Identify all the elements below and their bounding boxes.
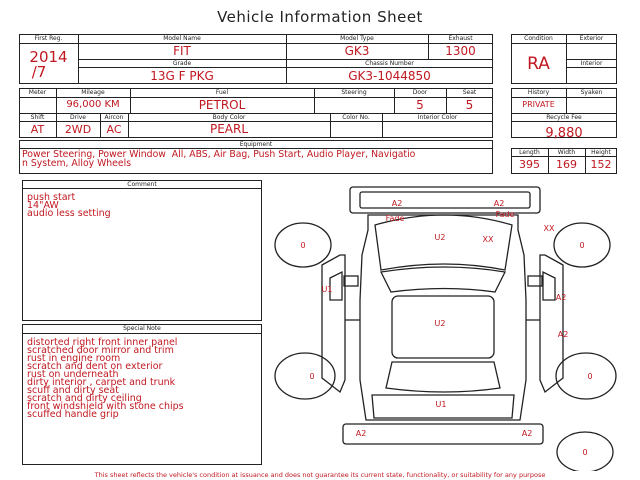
height-value: 152 [590,158,612,171]
history-header: History [527,89,550,96]
color-no-header: Color No. [342,114,370,121]
exhaust-value: 1300 [445,44,476,58]
aircon-header: Aircon [104,114,124,121]
mark-fade-left: Fade [385,214,405,223]
special-note-line-4: scratch and dent on exterior [27,361,163,372]
door-value: 5 [416,98,424,112]
recycle-fee-value: 9,880 [545,126,583,141]
mark-tire-rear-left: 0 [309,372,315,381]
grade-value: 13G F PKG [150,69,214,83]
mark-u1-left: U1 [321,285,333,294]
first-reg-header: First Reg. [34,35,63,42]
model-type-value: GK3 [344,44,370,58]
mark-u2-front: U2 [434,233,446,242]
mark-xx-right: XX [543,224,555,233]
special-note-header: Special Note [123,325,161,332]
first-reg-year: 2014 [29,48,68,66]
drive-value: 2WD [64,123,92,136]
model-name-value: FIT [173,44,191,58]
mark-a2-right-lower: A2 [557,330,569,339]
first-reg-month: /7 [31,63,47,81]
special-note-line-3: rust in engine room [27,353,121,364]
comment-line-1: push start [27,192,76,203]
mark-a2-front-left: A2 [391,199,403,208]
interior-header: Interior [580,60,603,67]
exterior-header: Exterior [579,35,604,42]
seat-header: Seat [462,89,477,96]
special-note-line-10: scuffed handle grip [27,409,119,420]
mark-a2-rear-left: A2 [355,429,367,438]
history-value: PRIVATE [522,100,555,109]
special-note-line-5: rust on underneath [27,369,119,380]
chassis-number-value: GK3-1044850 [348,69,431,83]
exhaust-header: Exhaust [448,35,473,42]
meter-header: Meter [28,89,47,96]
shift-header: Shift [30,114,45,121]
mark-u2-center: U2 [434,319,446,328]
equipment-line-1: Power Steering, Power Window All, ABS, Air Bag, Push Start, Audio Player, Navigatio [22,149,416,160]
comment-header: Comment [127,181,157,188]
mark-tire-front-right: 0 [579,241,585,250]
equipment-header: Equipment [239,141,273,148]
mark-a2-rear-right: A2 [521,429,533,438]
width-header: Width [557,149,576,156]
recycle-fee-header: Recycle Fee [546,114,582,121]
seat-value: 5 [465,98,474,112]
shift-value: AT [30,123,45,136]
body-color-value: PEARL [209,122,249,136]
special-note-line-9: front windshield with stone chips [27,401,184,412]
mark-tire-rear-right: 0 [587,372,593,381]
comment-line-3: audio less setting [27,208,111,219]
sheet-title: Vehicle Information Sheet [217,8,423,26]
grade-header: Grade [172,60,192,67]
syaken-header: Syaken [580,89,603,96]
mileage-value: 96,000 KM [66,99,120,110]
width-value: 169 [556,158,577,171]
interior-color-header: Interior Color [417,114,458,121]
door-header: Door [412,89,428,96]
model-type-header: Model Type [340,35,374,42]
steering-header: Steering [341,89,367,96]
special-note-line-1: distorted right front inner panel [27,337,178,348]
model-name-header: Model Name [163,35,201,42]
special-note-line-6: dirty interior , carpet and trunk [27,377,176,388]
fuel-header: Fuel [215,89,229,96]
comment-line-2: 14"AW [27,200,59,211]
equipment-line-2: n System, Alloy Wheels [22,158,132,169]
car-damage-diagram [265,176,640,471]
mark-a2-front-right: A2 [493,199,505,208]
length-value: 395 [519,158,540,171]
tire-shapes [275,223,616,471]
chassis-number-header: Chassis Number [365,60,414,67]
mark-xx-center: XX [482,235,494,244]
special-note-line-8: scratch and dirty ceiling [27,393,142,404]
special-note-line-2: scratched door mirror and trim [27,345,174,356]
mark-tire-front-left: 0 [300,241,306,250]
special-note-line-7: scuff and dirty seat [27,385,119,396]
drive-header: Drive [70,114,86,121]
fuel-value: PETROL [198,98,246,112]
mileage-header: Mileage [81,89,105,96]
aircon-value: AC [106,123,122,136]
condition-value: RA [527,54,550,74]
height-header: Height [591,149,611,156]
mark-spare-tire: 0 [582,448,588,457]
mark-fade-right: Fade [495,210,515,219]
disclaimer-footer: This sheet reflects the vehicle's condition at issuance and does not guarantee its current state, functionality, or suitability for any purpose [94,471,546,479]
mark-a2-right-upper: A2 [555,293,567,302]
length-header: Length [519,149,540,156]
mark-u1-bottom: U1 [435,400,447,409]
condition-header: Condition [524,35,553,42]
body-color-header: Body Color [212,114,246,121]
